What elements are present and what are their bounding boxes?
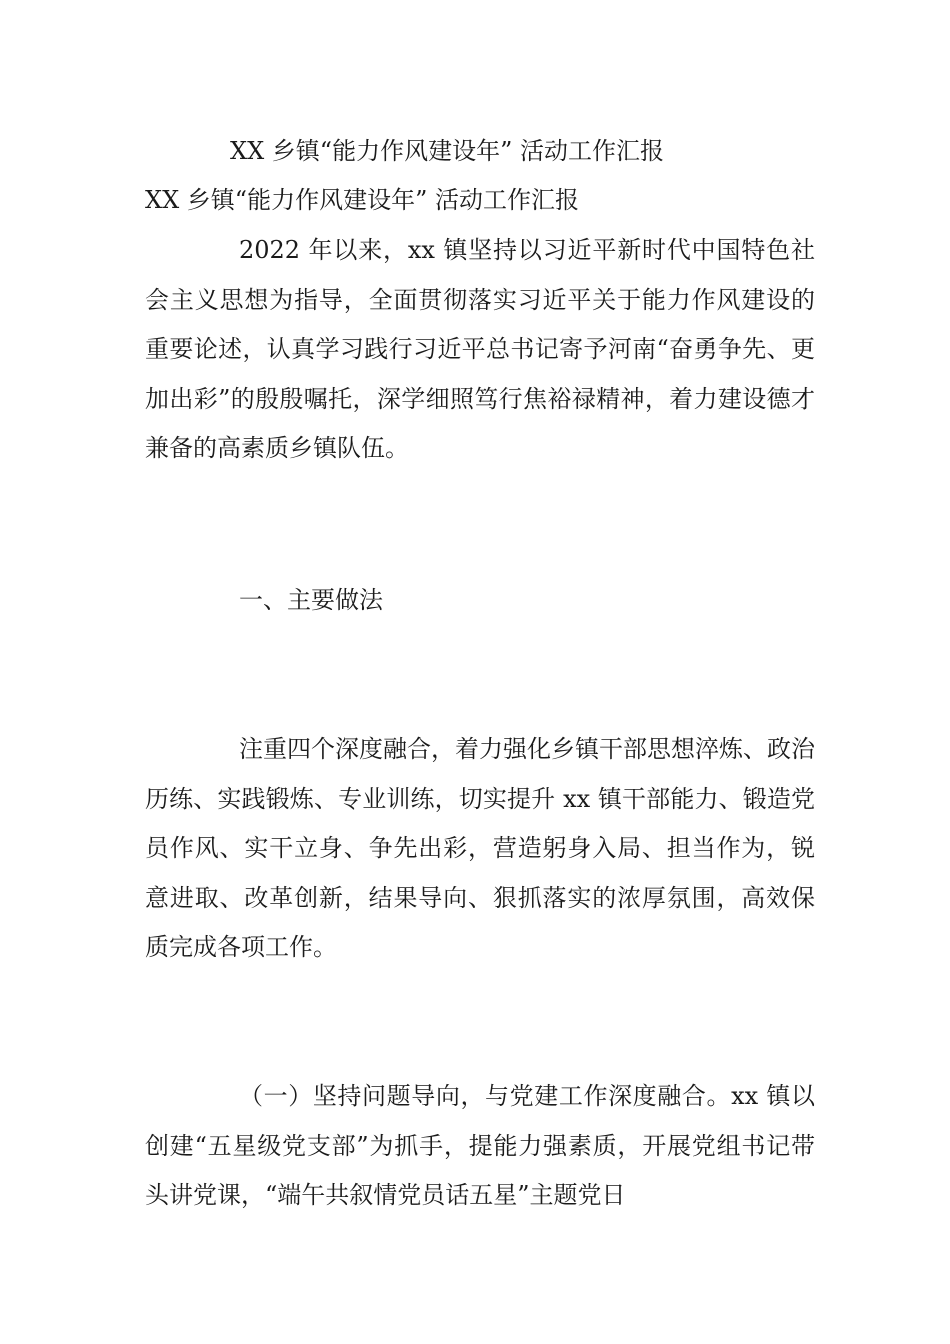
document-title-left: XX 乡镇“能力作风建设年” 活动工作汇报 [145,186,579,214]
section-heading-main-practices: 一、主要做法 [239,586,383,614]
paragraph-introduction: 2022 年以来，xx 镇坚持以习近平新时代中国特色社会主义思想为指导，全面贯彻落实习近平关于能力作风建设的重要论述，认真学习践行习近平总书记寄予河南“奋勇争先、更加出彩”的殷殷嘱托，深学细照笃行焦裕禄精神，着力建设德才兼备的高素质乡镇队伍。 [145,236,815,463]
paragraph-problem-orientation: （一）坚持问题导向，与党建工作深度融合。xx 镇以创建“五星级党支部”为抓手，提能力强素质，开展党组书记带头讲党课，“端午共叙情党员话五星”主题党日 [145,1082,815,1210]
document-title-centered: XX 乡镇“能力作风建设年” 活动工作汇报 [230,137,664,165]
paragraph-four-integrations: 注重四个深度融合，着力强化乡镇干部思想淬炼、政治历练、实践锻炼、专业训练，切实提升 xx 镇干部能力、锻造党员作风、实干立身、争先出彩，营造躬身入局、担当作为，锐意进取、改革创新，结果导向、狠抓落实的浓厚氛围，高效保质完成各项工作。 [145,735,815,962]
